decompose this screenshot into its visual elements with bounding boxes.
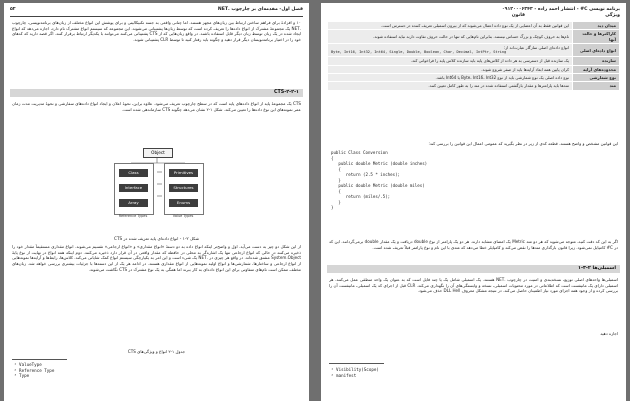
intro-paragraph: ۱۰ و افزادهٔ برای فراهم ساختن ارتباط بین زبان‌های مجهز هستند. اما چنانی واقعی به جسه تکنیکالیتی و برای پوشش این انواع مختلف از زبان‌های برنامه‌نویسی، چارچوب .NET یک مجموعهٔ مشترک از انواع داده‌ها را تعریف کرده است که توسط زبان‌ها پشتیبانی می‌شوند. این مجموعه که سیستم انواع مشترک نام دارد، اجازه می‌دهد که انواع ایجاد شده در یک زبان توسط زبان دیگر قابل استفاده باشند. در واقع زبان‌هایی که از CTS پشتیبانی می‌کنند می‌توانند با یکدیگر ارتباط برقرار کنند. اگر قصد دارید که کدهای خود را در اختیار برنامه‌نویسان دیگر قرار دهید و چگونه باید رفتار کنید تا توسط CLR پشتیبانی شوند. [12,20,301,43]
footnote-divider [329,363,384,364]
rule-feature-cell: میدان دید [573,22,620,30]
code-sample: public Class Conversion { public double Metric (double inches) { return (2.5 * inches); } public double Metric (double miles) { return (miles/.5); } } [331,150,428,210]
rule-description-cell [328,57,573,65]
section-heading-cts: CTS-۲-۲-۱ [10,89,303,97]
value-types-group [164,163,204,215]
footnote-item: ² manifest [331,372,357,378]
rule-description-cell [328,30,573,44]
class-box: Class [119,169,148,177]
rule-description: انواع داده‌ای اصلی سازگار عبارت‌اند از: [503,44,569,50]
assemblies-paragraph-end: اجازه دهید [600,331,618,336]
reference-types-caption: Reference Types [118,214,148,218]
footnotes-left [14,362,54,379]
enums-box: Enums [169,199,198,207]
left-page [4,3,309,401]
body-paragraph: از این شکل دو چیز به دست می‌آید. اول و واضح‌تر اینکه انواع داده به دو دستهٔ «انواع مقداری» و «انواع ارجاعی» تقسیم می‌شوند. انواع مقداری مستقیماً مقدار خود را ذخیره می‌کنند در حالی که انواع ارجاعی تنها یک اشاره‌گر به محلی در حافظه که مقدار واقعی در آن قرار دارد ذخیره می‌کنند. دوم اینکه همه انواع در نهایت از نوع پایهٔ System.Object مشتق شده‌اند. در واقع هر چیزی در .NET یک شیء است و این امر به یکپارچگی سیستم انواع کمک شایانی می‌کند. کلاس‌ها، رابط‌ها و آرایه‌ها نمونه‌هایی از انواع ارجاعی و ساختارها، شمارشی‌ها و انواع اولیه نمونه‌هایی از انواع مقداری هستند. در ادامه هر یک از این دسته‌ها با جزئیات بیشتری بررسی خواهد شد. زبان‌های مختلف ممکن است نام‌های متفاوتی برای این انواع داده‌ای به کار ببرند اما همگی به یک نوع مشترک در CTS نگاشت می‌شوند. [12,244,301,272]
cts-paragraph: CTS یک مجموعهٔ پایه از انواع داده‌های پایه است که در سطح چارچوب تعریف می‌شود. علاوه براین، نحوهٔ اعلان و ایجاد انواع داده‌های سفارشی و نحوهٔ مدیریت مدت زمان عمر نمونه‌های این نوع داده‌ها را تعیین می‌کند. شکل ۱-۲ نشان می‌دهد چگونه CTS سازماندهی شده است. [12,101,301,112]
rule-feature-cell: سازنده [573,57,620,65]
figure-caption: شکل ۲-۱ - انواع داده‌ای پایه تعریف شده در CTS [114,236,199,241]
rule-description: نام‌ها به حروف کوچک و بزرگ حساس نیستند. بنابراین نام‌هایی که تنها در حالت حروف تفاوت دارند نباید استفاده شوند. [373,33,569,39]
rule-description: این قوانین فقط به آن اعضایی از یک نوع داده اعمال می‌شوند که از بیرون اسمبلی تعریف کننده در دسترس است. [381,23,569,28]
right-page [321,3,626,401]
array-box: Array [119,199,148,207]
value-types-caption: Value Types [172,214,194,218]
code-intro: این قوانین مشخص و واضح هستند. قطعه کدی از زیر در نظر بگیرید که عمومی اعمال این قوانین را بررسی کند: [428,141,618,146]
footnote-item: ³ Type [14,373,30,379]
table-row [328,43,620,57]
table-row [328,65,620,73]
footnote-item: ² Reference Type [14,367,55,373]
table-row [328,22,620,30]
rule-feature-cell: انواع داده‌ای اصلی [573,43,620,57]
rule-description: یک سازنده قبل از دسترسی به هر داده از کلاس‌های پایه باید سازنده کلاس پایه را فراخوانی کند. [410,58,569,64]
book-title: برنامه نویسی C# - انتشار احمد زاده - ۰۹۱۲۰۰۰۶۳۴۳ [501,7,620,12]
rule-description-cell [328,65,573,73]
rule-description: کران پایین همه ابعاد آرایه‌ها باید از صفر شروع شوند. [481,66,569,72]
rule-description: نوع داده اصلی یک نوع شمارشی باید از نوع Byte، Int16، Int32 یا Int64 باشد. [435,75,569,81]
table-row [328,57,620,65]
interface-box: Interface [119,184,148,192]
rule-description-cell [328,22,573,30]
header-divider [10,16,303,17]
table-header-rule: قانون [511,13,525,18]
section-heading-assemblies: اسمبلی‌ها ۲-۳-۱ [327,265,620,273]
object-box: Object [143,148,173,158]
footnote-item: ¹ ValueType [14,362,42,367]
rule-feature-cell: محدوده‌های آرایه [573,65,620,73]
cts-diagram [112,148,206,232]
table-row [328,82,620,90]
footnote-divider [12,359,67,360]
rule-description-cell [328,82,573,90]
chapter-title: فصل اول- مقدمه‌ای بر چارچوب .NET [217,7,303,12]
table-row [328,30,620,44]
rule-feature-cell: نوع شمارشی [573,74,620,82]
footnotes-right [331,367,379,378]
footnote-item: ¹ Visibility(Scope) [331,367,379,372]
rule-feature-cell: کاراکترها و حالت آنها [573,30,620,44]
rule-description-cell [328,74,573,82]
rule-description: متدها باید پارامترها و مقدار بازگشتی استفاده شده در متد را به طور کامل تعیین کنند. [428,83,569,89]
assemblies-paragraph: اسمبلی‌ها واحدهای اصلی توزیع، نسخه‌بندی و امنیت در چارچوب .NET هستند. یک اسمبلی شامل یک یا چند فایل است که به عنوان یک واحد منطقی عمل می‌کنند. هر اسمبلی دارای یک مانیفست است که اطلاعاتی در مورد محتویات اسمبلی، نسخه و وابستگی‌های آن را نگهداری می‌کند. CLR قبل از اجرای کد یک اسمبلی، مانیفست آن را بررسی کرده و از وجود همه اجزای مورد نیاز اطمینان حاصل می‌کند. در نتیجه مشکل معروف DLL Hell حذف می‌شود. [329,277,618,294]
page-number: ۵۲ [10,7,16,12]
rule-description-cell [328,43,573,57]
table-caption: جدول ۱-۲ انواع و ویژگی‌های CTS [127,349,186,354]
after-code-paragraph: اگر به این کد دقت کنید، متوجه می‌شوید که هر دو متد Metric یک امضای مشابه دارند. هر دو یک پارامتر از نوع double دریافت و یک مقدار double برمی‌گردانند. این کد در C# کامپایل نمی‌شود. زیرا قانون بارگذاری متدها را نقض می‌کند و کامپایلر خطا می‌دهد که متدی با این نام و نوع پارامتر قبلاً تعریف شده است. [329,239,618,250]
type-list: Byte, Int16, Int32, Int64, Single, Double, Boolean, Char, Decimal, IntPtr, String [331,50,507,55]
reference-types-group [114,163,154,215]
rule-feature-cell: متد [573,82,620,90]
primitives-box: Primitives [169,169,198,177]
table-header-feature: ویژگی [605,13,620,18]
cls-rules-table [327,21,620,91]
structures-box: Structures [169,184,198,192]
table-row [328,74,620,82]
